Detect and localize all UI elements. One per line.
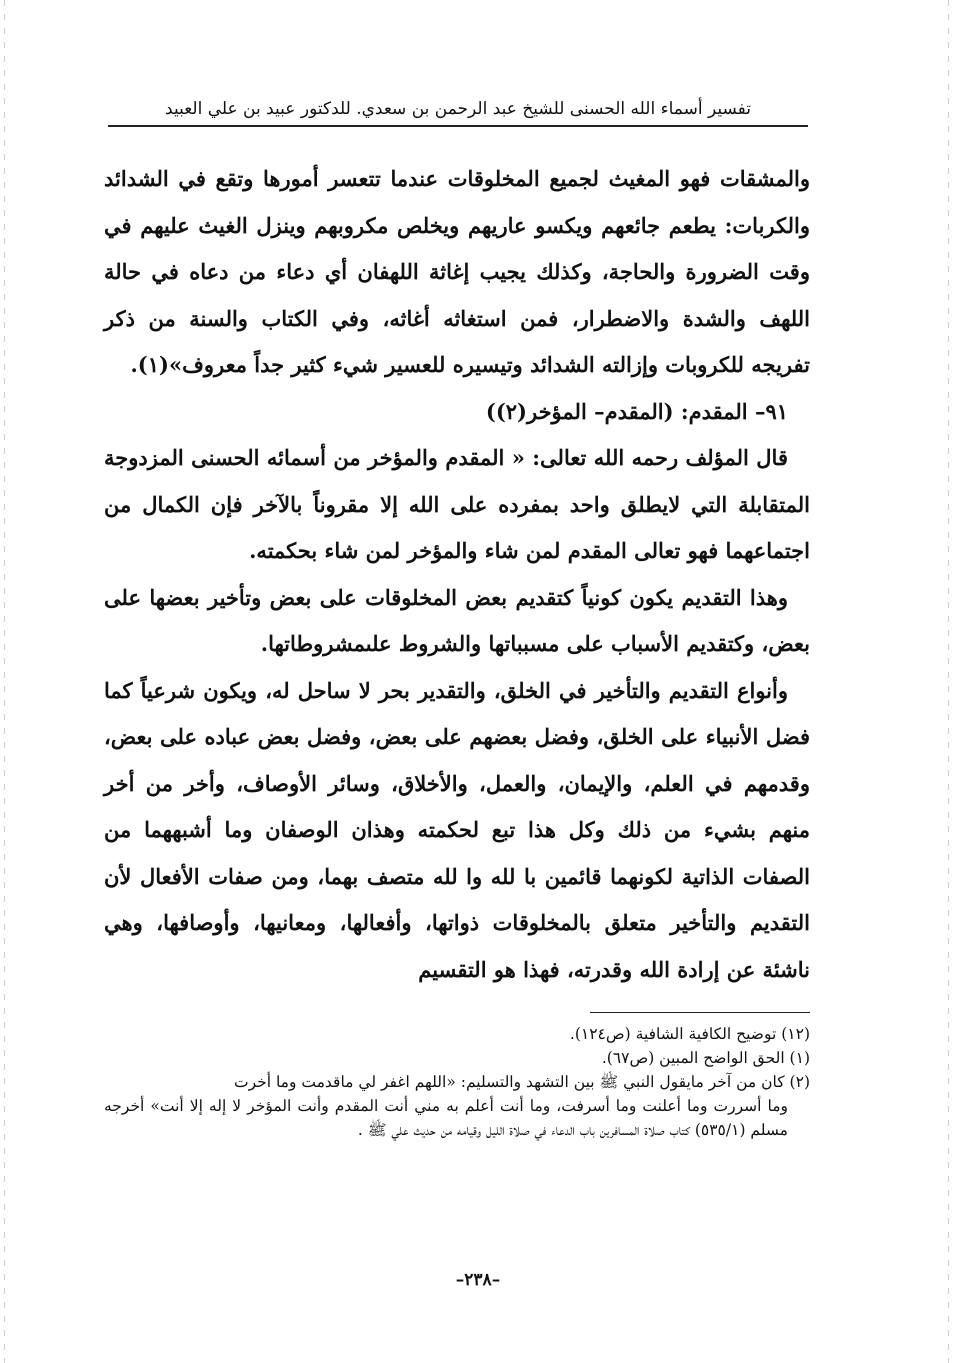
footnotes <box>104 1022 810 1142</box>
paragraph-3: وهذا التقديم يكون كونياً كتقديم بعض المخلوقات على بعض وتأخير بعضها على بعض، وكتقديم الأسباب على مسبباتها والشروط علىمشروطاتها. <box>104 584 810 656</box>
footnote-2-continuation: وما أسررت وما أعلنت وما أسرفت، وما أنت أعلم به مني أنت المقدم وأنت المؤخر لا إله إلا أنت» أخرجه مسلم (٥٣٥/١) كتاب صلاة المسافرين باب الدعاء في صلاة الليل وقيامه من حديث علي ﷺ . <box>104 1097 788 1139</box>
header-rule <box>108 125 808 127</box>
paragraph-2: قال المؤلف رحمه الله تعالى: « المقدم والمؤخر من أسمائه الحسنى المزدوجة المتقابلة التي لايطلق واحد بمفرده على الله إلا مقروناً بالآخر فإن الكمال من اجتماعهما فهو تعالى المقدم لمن شاء والمؤخر لمن شاء بحكمته. <box>104 445 810 563</box>
paragraph-1: والمشقات فهو المغيث لجميع المخلوقات عندما تتعسر أمورها وتقع في الشدائد والكربات: يطعم جائعهم ويكسو عاريهم ويخلص مكروبهم وينزل الغيث عليهم في وقت الضرورة والحاجة، وكذلك يجيب إغاثة اللهفان أي دعاء من دعاه في حالة اللهف والشدة والاضطرار، فمن استغاثه أغاثه، وفي الكتاب والسنة من ذكر تفريجه للكروبات وإزالته الشدائد وتيسيره للعسير شيء كثير جداً معروف»(١). <box>104 166 810 377</box>
section-heading: ٩١– المقدم: (المقدم– المؤخر(٢)) <box>485 398 788 424</box>
scan-edge-right <box>948 0 949 1363</box>
footnote-rule <box>590 1012 810 1013</box>
paragraph-4: وأنواع التقديم والتأخير في الخلق، والتقدير بحر لا ساحل له، ويكون شرعياً كما فضل الأنبياء على الخلق، وفضل بعضهم على بعض، وفضل بعض عباده على بعض، وقدمهم في العلم، والإيمان، والعمل، والأخلاق، وسائر الأوصاف، وأخر من أخر منهم بشيء من ذلك وكل هذا تبع لحكمته وهذان الوصفان وما أشبههما من الصفات الذاتية لكونهما قائمين با لله وا لله متصف بهما، ومن صفات الأفعال لأن التقديم والتأخير متعلق بالمخلوقات ذواتها، وأفعالها، ومعانيها، وأوصافها، وهي ناشئة عن إرادة الله وقدرته، فهذا هو التقسيم <box>104 677 810 982</box>
main-text <box>104 156 810 993</box>
running-header: تفسير أسماء الله الحسنى للشيخ عبد الرحمن بن سعدي. للدكتور عبيد بن علي العبيد <box>165 99 751 119</box>
scan-edge-left <box>4 0 5 1363</box>
page-number: –٢٣٨– <box>455 1270 501 1290</box>
footnote-1: (١) الحق الواضح المبين (ص٦٧). <box>601 1049 810 1067</box>
footnote-2-first-line: (٢) كان من آخر مايقول النبي ﷺ بين التشهد والتسليم: «اللهم اغفر لي ماقدمت وما أخرت <box>233 1073 810 1091</box>
footnote-carryover: (١٢) توضيح الكافية الشافية (ص١٢٤). <box>569 1025 810 1043</box>
